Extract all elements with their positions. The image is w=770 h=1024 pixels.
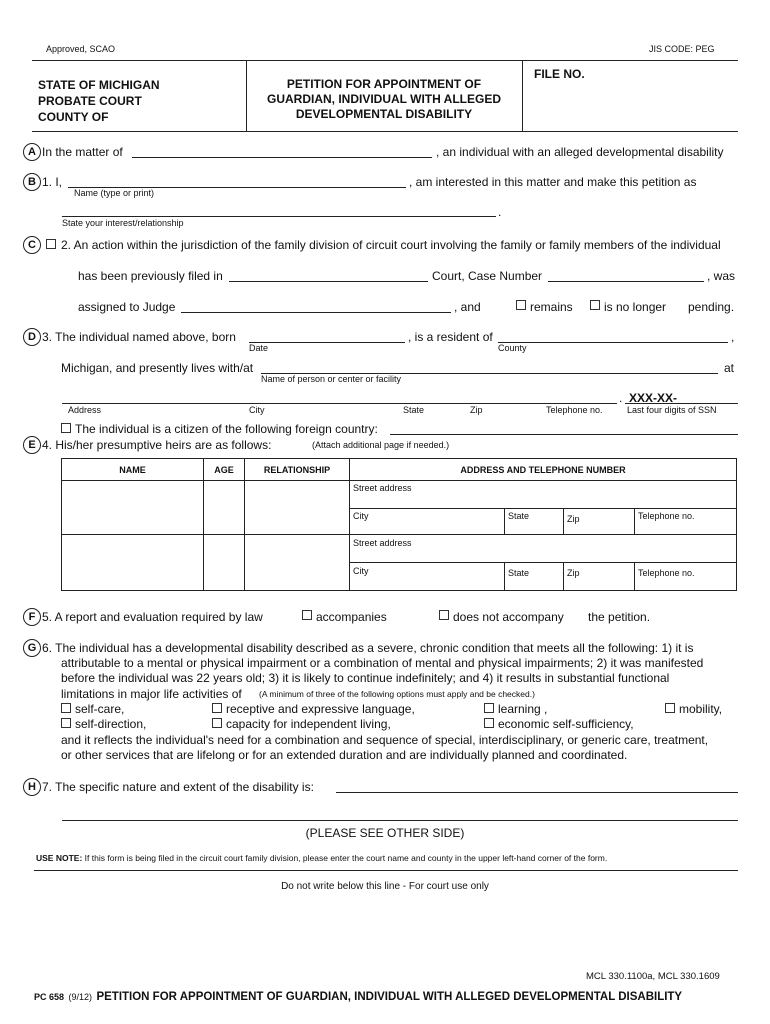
selfcare-label: self-care, [75, 702, 125, 716]
heir-1-street-cell[interactable] [350, 481, 737, 509]
heir-1-zip-cell[interactable] [564, 509, 635, 535]
ssn-caption: Last four digits of SSN [627, 405, 717, 415]
the-petition-label: the petition. [588, 610, 651, 624]
col-relationship: RELATIONSHIP [245, 459, 350, 481]
heir-2-city-cell[interactable] [350, 563, 505, 591]
col-name: NAME [62, 459, 204, 481]
disability-line-5: and it reflects the individual's need for a combination and sequence of special, interdisciplinary, or generic care, treatment, [61, 733, 709, 747]
no-longer-label: is no longer [604, 300, 667, 314]
marker-g: G [23, 639, 41, 657]
pending-label: pending. [688, 300, 735, 314]
learning-label: learning , [498, 702, 548, 716]
was-label: , was [707, 269, 736, 283]
jis-code: JIS CODE: PEG [649, 44, 715, 54]
use-note-label: USE NOTE: [36, 853, 83, 863]
interest-period: . [498, 205, 502, 219]
probate-label: PROBATE COURT [38, 94, 142, 108]
header-divider-right [522, 60, 523, 131]
case-number-label: Court, Case Number [432, 269, 543, 283]
heir-2-name-cell[interactable] [62, 535, 204, 591]
title-line-3: DEVELOPMENTAL DISABILITY [295, 107, 473, 121]
selfdirection-label: self-direction, [75, 717, 147, 731]
born-label: 3. The individual named above, born [42, 330, 236, 344]
country-field[interactable] [390, 434, 738, 435]
heir-1-state-cell[interactable] [505, 509, 564, 535]
remains-checkbox[interactable] [516, 300, 526, 310]
ssn-prefix: XXX-XX- [629, 391, 678, 405]
form-number: PC 658 [34, 992, 65, 1002]
heir-2-relationship-cell[interactable] [245, 535, 350, 591]
minimum-note: (A minimum of three of the following options must apply and be checked.) [259, 689, 535, 699]
approved-label: Approved, SCAO [46, 44, 116, 54]
county-caption: County [498, 343, 527, 353]
remains-label: remains [530, 300, 573, 314]
city-caption: City [353, 566, 369, 576]
street-caption: Street address [353, 483, 412, 493]
state-caption: State [403, 405, 425, 415]
previously-filed-label: has been previously filed in [78, 269, 223, 283]
heirs-label: 4. His/her presumptive heirs are as follows: [42, 438, 272, 452]
selfcare-checkbox[interactable] [61, 703, 71, 713]
accompanies-label: accompanies [316, 610, 387, 624]
capacity-label: capacity for independent living, [226, 717, 391, 731]
mobility-label: mobility, [679, 702, 723, 716]
petitioner-prefix: 1. I, [42, 175, 63, 189]
see-other-side: (PLEASE SEE OTHER SIDE) [305, 826, 465, 840]
heir-1-phone-cell[interactable] [635, 509, 737, 535]
ssn-field[interactable] [625, 403, 738, 404]
report-label: 5. A report and evaluation required by law [42, 610, 263, 624]
marker-f: F [23, 608, 41, 626]
col-age: AGE [204, 459, 245, 481]
interest-caption: State your interest/relationship [62, 218, 184, 228]
form-title-block [246, 77, 522, 122]
header-top-rule [32, 60, 738, 61]
state-caption: State [508, 511, 530, 521]
not-accompany-checkbox[interactable] [439, 610, 449, 620]
marker-e: E [23, 436, 41, 454]
header-bottom-rule [32, 131, 738, 132]
marker-h: H [23, 778, 41, 796]
case-number-field[interactable] [548, 281, 704, 282]
judge-field[interactable] [181, 312, 451, 313]
accompanies-checkbox[interactable] [302, 610, 312, 620]
city-caption: City [353, 511, 369, 521]
street-caption: Street address [353, 538, 412, 548]
telephone-caption: Telephone no. [638, 511, 695, 521]
address-field[interactable] [62, 403, 617, 404]
heir-2-age-cell[interactable] [204, 535, 245, 591]
nature-label: 7. The specific nature and extent of the disability is: [42, 780, 314, 794]
no-longer-checkbox[interactable] [590, 300, 600, 310]
table-row [62, 535, 737, 563]
use-note-text: If this form is being filed in the circuit court family division, please enter the court name and county in the upper left-hand corner of the form. [84, 853, 608, 863]
form-date: (9/12) [68, 992, 92, 1002]
citizen-checkbox[interactable] [61, 423, 71, 433]
citizen-label: The individual is a citizen of the following foreign country: [75, 422, 378, 436]
mcl-reference: MCL 330.1100a, MCL 330.1609 [586, 971, 720, 982]
heir-1-city-cell[interactable] [350, 509, 505, 535]
heir-1-name-cell[interactable] [62, 481, 204, 535]
nature-field-1[interactable] [336, 792, 738, 793]
disability-line-3: before the individual was 22 years old; 3) it is likely to continue indefinitely; and 4) it results in substantial functional [61, 671, 670, 685]
language-label: receptive and expressive language, [226, 702, 415, 716]
matter-of-suffix: , an individual with an alleged developmental disability [436, 145, 724, 159]
economic-label: economic self-sufficiency, [498, 717, 634, 731]
and-label: , and [454, 300, 481, 314]
disability-line-4: limitations in major life activities of [61, 687, 242, 701]
city-caption: City [249, 405, 265, 415]
matter-of-label: In the matter of [42, 145, 123, 159]
selfdirection-checkbox[interactable] [61, 718, 71, 728]
col-address: ADDRESS AND TELEPHONE NUMBER [350, 459, 737, 481]
date-caption: Date [249, 343, 269, 353]
county-label: COUNTY OF [38, 110, 109, 124]
petitioner-suffix: , am interested in this matter and make this petition as [409, 175, 697, 189]
heir-2-zip-cell[interactable] [564, 563, 635, 591]
heir-1-relationship-cell[interactable] [245, 481, 350, 535]
file-no-label: FILE NO. [534, 67, 585, 81]
learning-checkbox[interactable] [484, 703, 494, 713]
lives-with-label: Michigan, and presently lives with/at [61, 361, 254, 375]
at-label: at [724, 361, 735, 375]
language-checkbox[interactable] [212, 703, 222, 713]
not-accompany-label: does not accompany [453, 610, 564, 624]
assigned-judge-label: assigned to Judge [78, 300, 176, 314]
ssn-period: . [619, 391, 623, 405]
state-label: STATE OF MICHIGAN [38, 78, 160, 92]
court-block [38, 77, 160, 125]
birth-date-field[interactable] [249, 342, 405, 343]
heirs-header-row [62, 459, 737, 481]
title-line-2: GUARDIAN, INDIVIDUAL WITH ALLEGED [267, 92, 501, 106]
prior-action-checkbox[interactable] [46, 239, 56, 249]
heir-2-state-cell[interactable] [505, 563, 564, 591]
heir-1-age-cell[interactable] [204, 481, 245, 535]
capacity-checkbox[interactable] [212, 718, 222, 728]
disability-line-6: or other services that are lifelong or for an extended duration and are individually planned and coordinated. [61, 748, 628, 762]
court-use-label: Do not write below this line - For court use only [281, 881, 489, 892]
heir-2-phone-cell[interactable] [635, 563, 737, 591]
county-field[interactable] [498, 342, 728, 343]
resident-comma: , [731, 330, 735, 344]
prior-action-text: 2. An action within the jurisdiction of the family division of circuit court involving the family or family members of the individual [61, 238, 721, 252]
name-caption: Name (type or print) [74, 188, 155, 198]
economic-checkbox[interactable] [484, 718, 494, 728]
form-footer [34, 987, 682, 1005]
marker-a: A [23, 143, 41, 161]
person-caption: Name of person or center or facility [261, 374, 402, 384]
court-use-rule [34, 870, 738, 871]
marker-d: D [23, 328, 41, 346]
telephone-caption: Telephone no. [638, 568, 695, 578]
prior-court-field[interactable] [229, 281, 428, 282]
marker-b: B [23, 173, 41, 191]
state-caption: State [508, 568, 530, 578]
matter-of-field[interactable] [132, 157, 432, 158]
disability-line-2: attributable to a mental or physical impairment or a combination of mental and physical impairments; 2) it was manifested [61, 656, 704, 670]
heir-2-street-cell[interactable] [350, 535, 737, 563]
zip-caption: Zip [470, 405, 483, 415]
table-row [62, 481, 737, 509]
mobility-checkbox[interactable] [665, 703, 675, 713]
form-footer-title: PETITION FOR APPOINTMENT OF GUARDIAN, INDIVIDUAL WITH ALLEGED DEVELOPMENTAL DISABILITY [96, 991, 683, 1003]
nature-field-2[interactable] [62, 820, 738, 821]
attach-note: (Attach additional page if needed.) [312, 440, 450, 450]
interest-field[interactable] [62, 216, 496, 217]
disability-line-1: 6. The individual has a developmental disability described as a severe, chronic condition that meets all the following: 1) it is [42, 641, 694, 655]
address-caption: Address [68, 405, 102, 415]
resident-label: , is a resident of [408, 330, 493, 344]
use-note [36, 853, 607, 863]
marker-c: C [23, 236, 41, 254]
heirs-table [61, 458, 737, 591]
telephone-caption: Telephone no. [546, 405, 603, 415]
zip-caption: Zip [567, 514, 580, 524]
title-line-1: PETITION FOR APPOINTMENT OF [286, 77, 482, 91]
zip-caption: Zip [567, 568, 580, 578]
